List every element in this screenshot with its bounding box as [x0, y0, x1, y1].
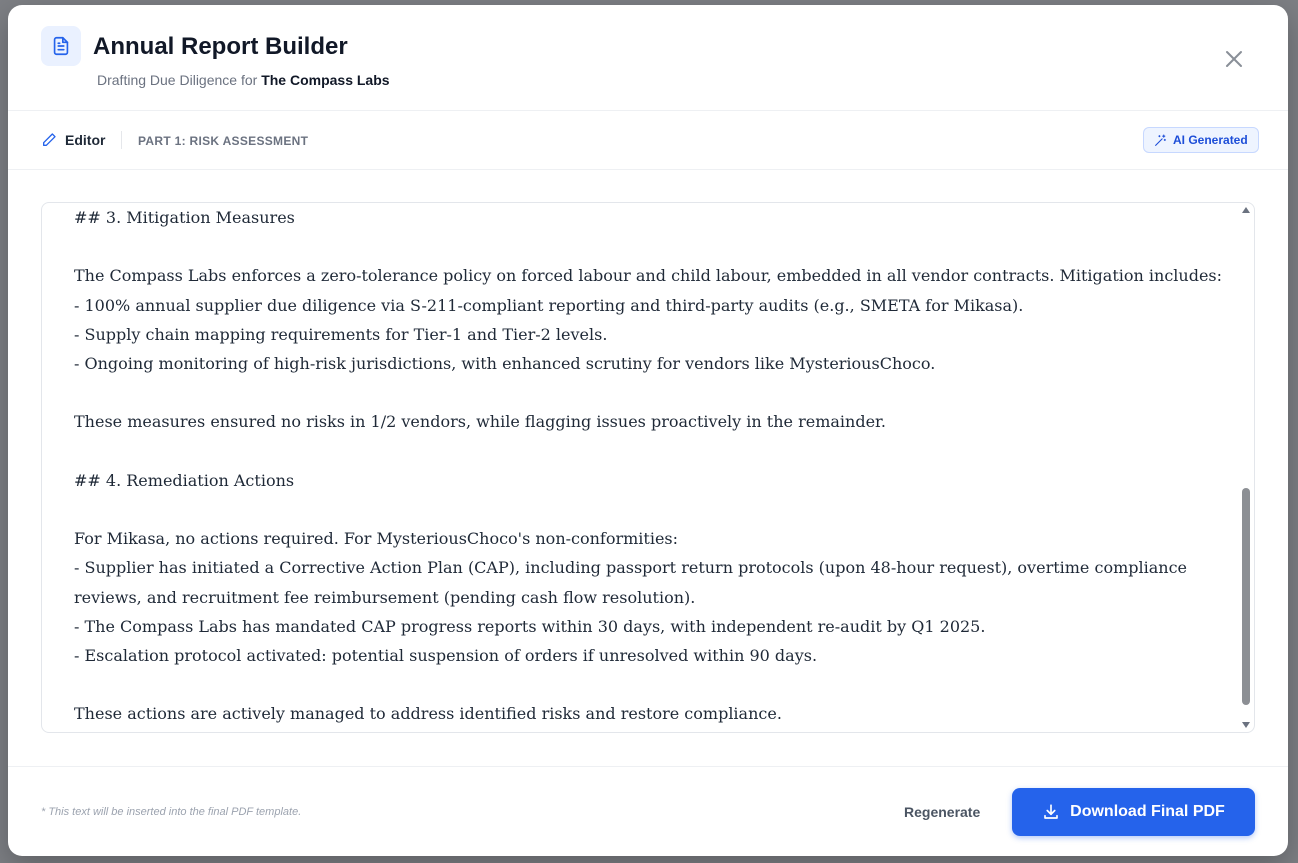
report-builder-modal: [8, 5, 1288, 856]
ai-generated-badge: [1143, 127, 1259, 153]
toolbar-divider: [121, 131, 122, 149]
modal-footer: [8, 766, 1288, 856]
report-text-editor[interactable]: [41, 202, 1255, 733]
section-label: PART 1: RISK ASSESSMENT: [138, 134, 309, 148]
download-label: Download Final PDF: [1070, 803, 1225, 820]
scroll-down-arrow-icon[interactable]: [1242, 722, 1250, 728]
regenerate-button[interactable]: Regenerate: [892, 798, 992, 826]
modal-subtitle: [97, 71, 390, 89]
pencil-icon: [41, 132, 57, 148]
modal-title: Annual Report Builder: [93, 33, 348, 60]
download-icon: [1042, 803, 1060, 821]
editor-toolbar: [8, 111, 1288, 170]
editor-content[interactable]: ## 3. Mitigation Measures The Compass Labs enforces a zero-tolerance policy on forced labour and child labour, embedded in all vendor contracts. Mitigation includes: - 100% annual supplier due diligence via S-211-compliant reporting and third-party audits (e.g., SMETA for Mikasa). - Supply chain mapping requirements for Tier-1 and Tier-2 levels. - Ongoing monitoring of high-risk jurisdictions, with enhanced scrutiny for vendors like MysteriousChoco. These measures ensured no risks in 1/2 vendors, while flagging issues proactively in the remainder. ## 4. Remediation Actions For Mikasa, no actions required. For MysteriousChoco's non-conformities: - Supplier has initiated a Corrective Action Plan (CAP), including passport return protocols (upon 48-hour request), overtime compliance reviews, and recruitment fee reimbursement (pending cash flow resolution). - The Compass Labs has mandated CAP progress reports within 30 days, with independent re-audit by Q1 2025. - Escalation protocol activated: potential suspension of orders if unresolved within 90 days. These actions are actively managed to address identified risks and restore compliance.: [74, 208, 1223, 724]
editor-tab-label: Editor: [65, 132, 106, 148]
scrollbar-thumb[interactable]: [1242, 488, 1250, 705]
close-button[interactable]: [1222, 47, 1246, 71]
scroll-up-arrow-icon[interactable]: [1242, 207, 1250, 213]
subtitle-prefix: Drafting Due Diligence for: [97, 72, 258, 88]
magic-wand-icon: [1154, 134, 1167, 147]
company-name: The Compass Labs: [261, 72, 390, 88]
close-icon: [1225, 50, 1243, 68]
footer-note: * This text will be inserted into the final PDF template.: [41, 806, 302, 818]
editor-tab[interactable]: [41, 132, 105, 148]
modal-header: [8, 5, 1288, 111]
editor-scrollbar[interactable]: [1238, 203, 1254, 732]
download-pdf-button[interactable]: [1012, 788, 1255, 836]
document-icon: [41, 26, 81, 66]
ai-badge-label: AI Generated: [1173, 133, 1248, 147]
